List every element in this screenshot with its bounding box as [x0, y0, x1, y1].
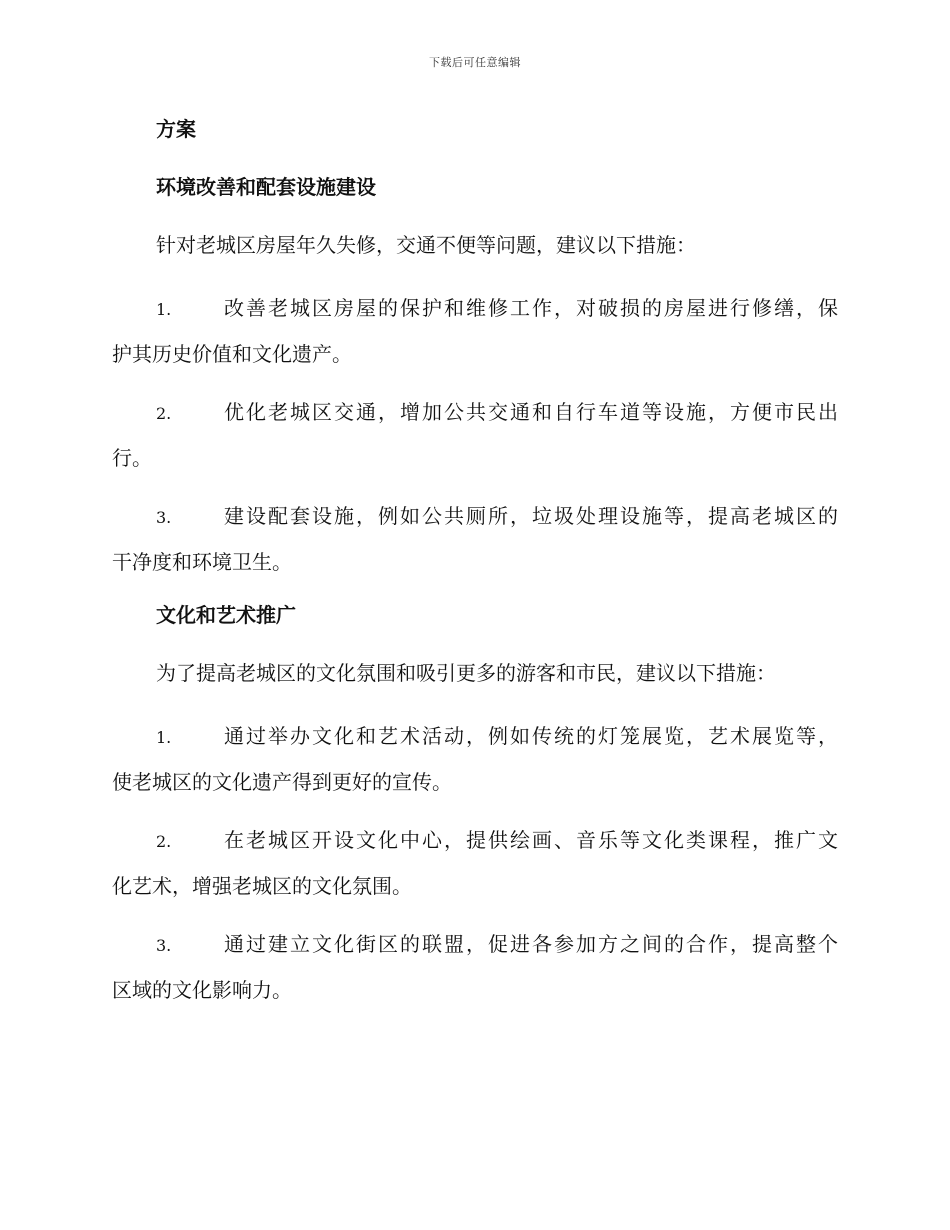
section-intro-culture: 为了提高老城区的文化氛围和吸引更多的游客和市民，建议以下措施： [156, 661, 776, 685]
list-item [112, 390, 838, 480]
section-heading-environment: 环境改善和配套设施建设 [156, 175, 376, 199]
list-item-number: 1. [156, 300, 172, 319]
list-item [112, 286, 838, 376]
list-item-number: 3. [156, 508, 172, 527]
list-item-text-continued: 使老城区的文化遗产得到更好的宣传。 [112, 770, 452, 794]
header-note: 下载后可任意编辑 [429, 56, 521, 69]
list-item [112, 922, 838, 1012]
document-title: 方案 [156, 117, 196, 141]
list-item-text: 优化老城区交通，增加公共交通和自行车道等设施，方便市民出 [224, 400, 838, 424]
list-item-text: 在老城区开设文化中心，提供绘画、音乐等文化类课程，推广文 [224, 828, 838, 852]
list-item-text-continued: 护其历史价值和文化遗产。 [112, 342, 352, 366]
list-item-number: 2. [156, 832, 172, 851]
list-item-text-continued: 化艺术，增强老城区的文化氛围。 [112, 874, 412, 898]
section-intro-environment: 针对老城区房屋年久失修，交通不便等问题，建议以下措施： [156, 233, 696, 257]
list-item-text: 建设配套设施，例如公共厕所，垃圾处理设施等，提高老城区的 [224, 504, 838, 528]
list-item-text: 通过建立文化街区的联盟，促进各参加方之间的合作，提高整个 [224, 932, 838, 956]
list-item-text-continued: 干净度和环境卫生。 [112, 550, 292, 574]
document-body [112, 112, 838, 1026]
list-item-number: 1. [156, 728, 172, 747]
list-item [112, 818, 838, 908]
list-item [112, 494, 838, 584]
list-item-text-continued: 行。 [112, 446, 152, 470]
list-item-text: 通过举办文化和艺术活动，例如传统的灯笼展览，艺术展览等， [224, 724, 838, 748]
list-item-text: 改善老城区房屋的保护和维修工作，对破损的房屋进行修缮，保 [224, 296, 838, 320]
list-item-number: 3. [156, 936, 172, 955]
section-heading-culture: 文化和艺术推广 [156, 603, 296, 627]
list-item [112, 714, 838, 804]
list-item-number: 2. [156, 404, 172, 423]
list-item-text-continued: 区域的文化影响力。 [112, 978, 292, 1002]
